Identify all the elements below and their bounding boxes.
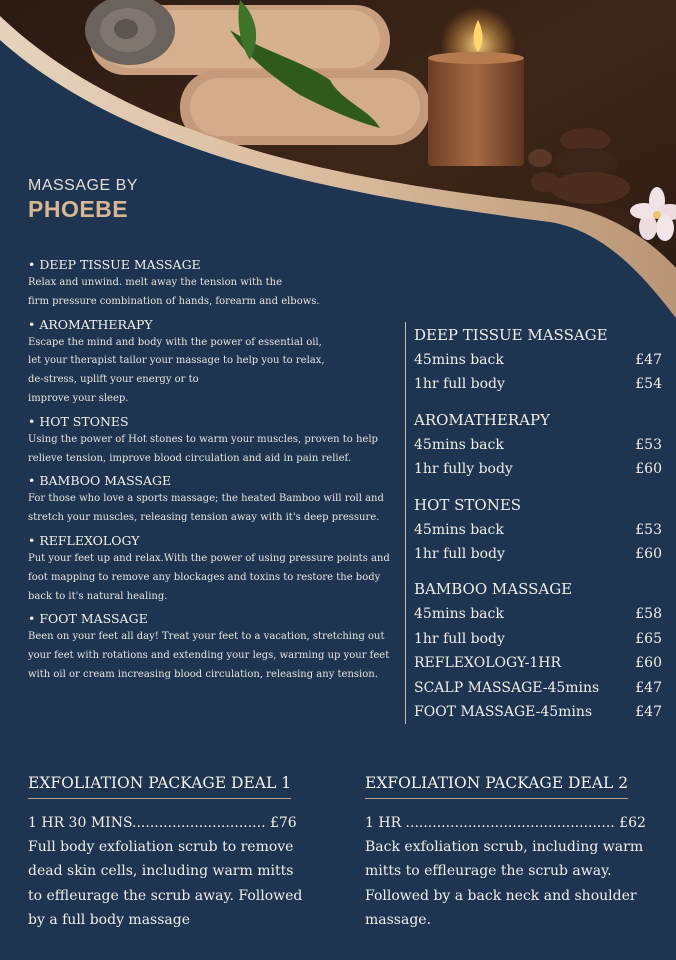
package-deal-price: 1 HR 30 MINS.............................. £76 <box>28 815 297 831</box>
price-label: 1hr fully body <box>414 461 513 478</box>
price-row <box>414 700 662 724</box>
price-label: 45mins back <box>414 521 504 538</box>
treatment-description: Been on your feet all day! Treat your feet to a vacation, stretching out your feet with rotations and extending your legs, warming up your feet with oil or cream increasing blood circulation, releasing any tension. <box>28 631 390 680</box>
brand-name: PHOEBE <box>28 196 129 222</box>
price-value: £53 <box>635 436 662 453</box>
price-value: £47 <box>635 679 662 696</box>
price-group-title: BAMBOO MASSAGE <box>414 580 573 599</box>
price-row <box>414 457 662 481</box>
price-label: SCALP MASSAGE-45mins <box>414 679 600 696</box>
price-label: 1hr full body <box>414 630 505 647</box>
brand-tagline: MASSAGE BY <box>28 177 138 194</box>
price-label: 1hr full body <box>414 376 505 393</box>
price-row <box>414 348 662 372</box>
price-row <box>414 651 662 675</box>
price-group <box>414 322 662 397</box>
treatment-description: Relax and unwind. melt away the tension with the firm pressure combination of hands, forearm and elbows. <box>28 277 320 307</box>
treatment-item <box>28 316 400 409</box>
package-deal-title: EXFOLIATION PACKAGE DEAL 2 <box>365 770 628 799</box>
package-deal-price: 1 HR ............................................... £62 <box>365 815 646 831</box>
price-group-title: DEEP TISSUE MASSAGE <box>414 326 608 344</box>
price-group-title: HOT STONES <box>414 495 522 514</box>
treatment-descriptions <box>28 256 400 689</box>
price-list <box>405 322 662 724</box>
price-row <box>414 518 662 542</box>
price-row <box>414 627 662 651</box>
price-group <box>414 492 662 567</box>
price-row <box>414 676 662 700</box>
price-label: 1hr full body <box>414 546 505 563</box>
price-row <box>414 433 662 457</box>
treatment-title: • HOT STONES <box>28 413 129 429</box>
price-row <box>414 372 662 396</box>
treatment-description: For those who love a sports massage; the heated Bamboo will roll and stretch your muscles, releasing tension away with it's deep pressure. <box>28 493 384 524</box>
treatment-title: • REFLEXOLOGY <box>28 532 140 548</box>
package-deal <box>28 770 318 932</box>
treatment-title: • FOOT MASSAGE <box>28 611 148 627</box>
price-group <box>414 407 662 482</box>
price-row <box>414 542 662 566</box>
price-label: 45mins back <box>414 606 504 623</box>
price-label: FOOT MASSAGE-45mins <box>414 704 593 721</box>
price-label: 45mins back <box>414 436 504 453</box>
treatment-description: Using the power of Hot stones to warm your muscles, proven to help relieve tension, improve blood circulation and aid in pain relief. <box>28 433 378 464</box>
treatment-item <box>28 610 400 684</box>
package-deal-description: Full body exfoliation scrub to remove dead skin cells, including warm mitts to effleurage the scrub away. Followed by a full body massage <box>28 839 303 928</box>
treatment-item <box>28 256 400 312</box>
package-deal-description: Back exfoliation scrub, including warm mitts to effleurage the scrub away. Followed by a back neck and shoulder massage. <box>365 839 644 928</box>
price-group-title: AROMATHERAPY <box>414 410 550 429</box>
brand-logo <box>28 177 138 223</box>
price-value: £47 <box>635 352 662 368</box>
price-group <box>414 576 662 651</box>
price-value: £58 <box>635 606 662 623</box>
price-value: £60 <box>635 655 662 672</box>
price-label: REFLEXOLOGY-1HR <box>414 655 561 672</box>
price-row <box>414 602 662 626</box>
price-value: £60 <box>635 461 662 478</box>
price-value: £54 <box>635 376 662 393</box>
price-label: 45mins back <box>414 352 504 368</box>
treatment-title: • DEEP TISSUE MASSAGE <box>28 257 201 272</box>
treatment-item <box>28 532 400 606</box>
price-value: £47 <box>635 704 662 721</box>
treatment-title: • AROMATHERAPY <box>28 316 153 332</box>
treatment-description: Escape the mind and body with the power of essential oil, let your therapist tailor your massage to help you to relax, de-stress, uplift your energy or to improve your sleep. <box>28 336 325 404</box>
price-value: £53 <box>635 521 662 538</box>
price-value: £60 <box>635 546 662 563</box>
package-deal-title: EXFOLIATION PACKAGE DEAL 1 <box>28 770 291 799</box>
treatment-title: • BAMBOO MASSAGE <box>28 473 172 489</box>
treatment-item <box>28 472 400 528</box>
package-deal <box>365 770 655 932</box>
price-value: £65 <box>635 630 662 647</box>
treatment-item <box>28 413 400 469</box>
treatment-description: Put your feet up and relax.With the power of using pressure points and foot mapping to remove any blockages and toxins to restore the body back to it's natural healing. <box>28 552 390 602</box>
